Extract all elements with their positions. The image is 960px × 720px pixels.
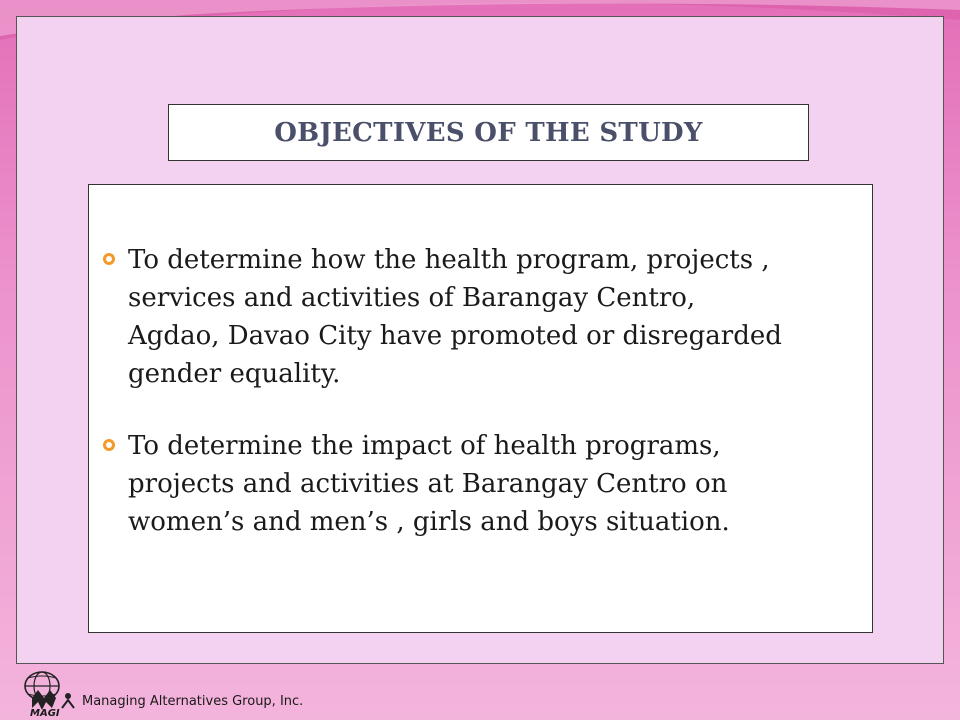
objective-text: To determine how the health program, projects , services and activities of Barangay Centro, Agdao, Davao City have promoted or disregarded gender equality. bbox=[128, 245, 782, 389]
content-box bbox=[88, 184, 873, 633]
title-box bbox=[168, 104, 809, 161]
list-item bbox=[103, 427, 863, 541]
list-item bbox=[103, 241, 863, 393]
objectives-list bbox=[103, 241, 863, 575]
slide-title: OBJECTIVES OF THE STUDY bbox=[274, 117, 703, 148]
bullet-ring-icon bbox=[103, 439, 115, 451]
bullet-ring-icon bbox=[103, 253, 115, 265]
objective-text: To determine the impact of health programs, projects and activities at Barangay Centro on women’s and men’s , girls and boys situation. bbox=[128, 431, 730, 537]
footer bbox=[0, 664, 960, 720]
logo-text: MAGI bbox=[30, 708, 60, 719]
company-name: Managing Alternatives Group, Inc. bbox=[82, 694, 304, 709]
